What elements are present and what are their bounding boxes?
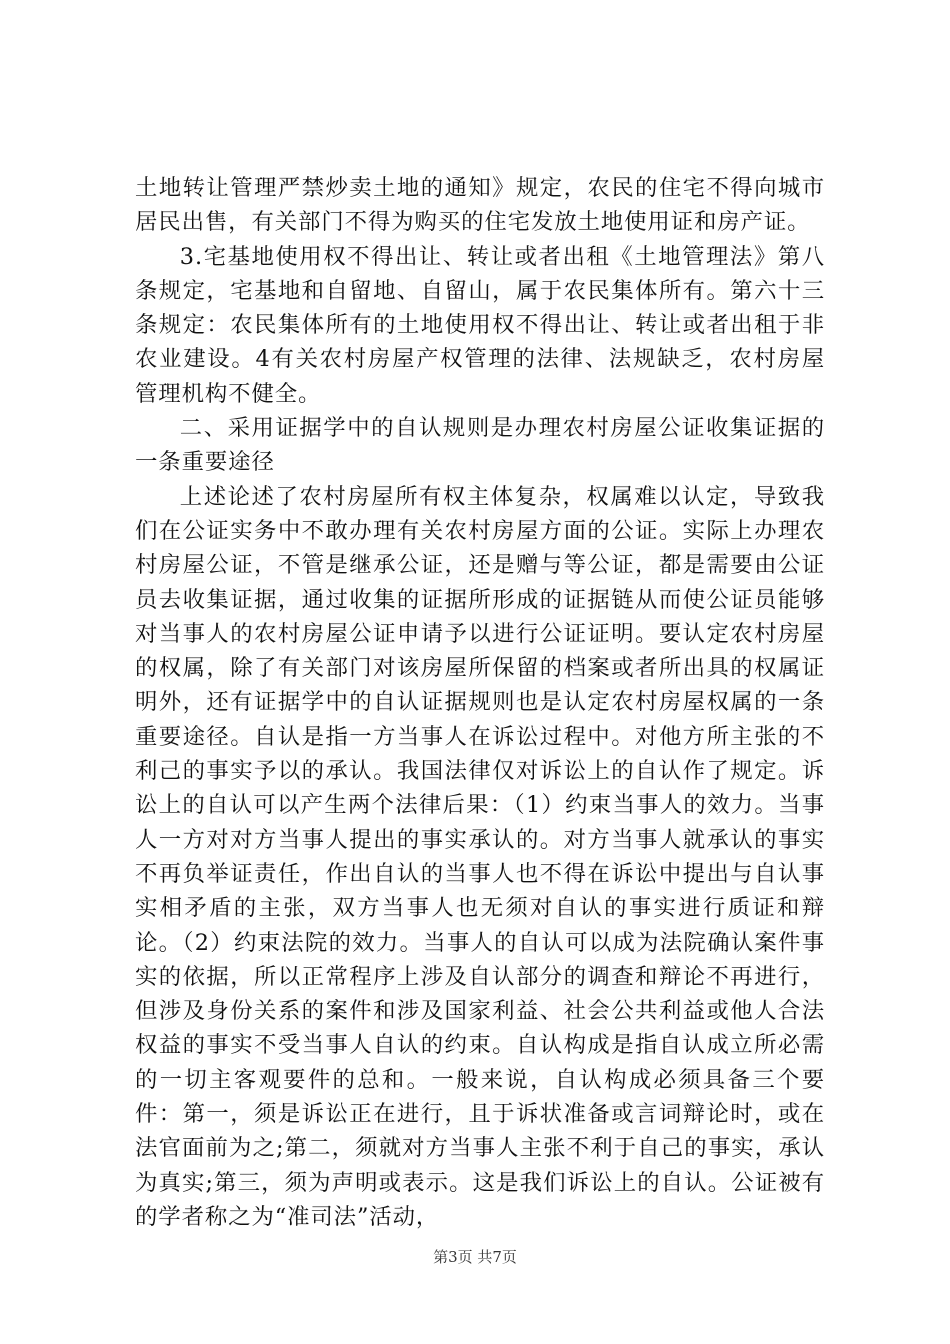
document-body	[135, 171, 825, 1234]
section-heading: 二、采用证据学中的自认规则是办理农村房屋公证收集证据的一条重要途径	[135, 415, 825, 476]
paragraph: 土地转让管理严禁炒卖土地的通知》规定，农民的住宅不得向城市居民出售，有关部门不得为购买的住宅发放土地使用证和房产证。	[135, 175, 825, 236]
page-number-footer: 第3页 共7页	[433, 1248, 517, 1266]
paragraph: 3.宅基地使用权不得出让、转让或者出租《土地管理法》第八条规定，宅基地和自留地、自留山，属于农民集体所有。第六十三条规定：农民集体所有的土地使用权不得出让、转让或者出租于非农业建设。4有关农村房屋产权管理的法律、法规缺乏，农村房屋管理机构不健全。	[135, 243, 825, 407]
paragraph: 上述论述了农村房屋所有权主体复杂，权属难以认定，导致我们在公证实务中不敢办理有关农村房屋方面的公证。实际上办理农村房屋公证，不管是继承公证，还是赠与等公证，都是需要由公证员去收集证据，通过收集的证据所形成的证据链从而使公证员能够对当事人的农村房屋公证申请予以进行公证证明。要认定农村房屋的权属，除了有关部门对该房屋所保留的档案或者所出具的权属证明外，还有证据学中的自认证据规则也是认定农村房屋权属的一条重要途径。自认是指一方当事人在诉讼过程中。对他方所主张的不利己的事实予以的承认。我国法律仅对诉讼上的自认作了规定。诉讼上的自认可以产生两个法律后果：（1）约束当事人的效力。当事人一方对对方当事人提出的事实承认的。对方当事人就承认的事实不再负举证责任，作出自认的当事人也不得在诉讼中提出与自认事实相矛盾的主张，双方当事人也无须对自认的事实进行质证和辩论。（2）约束法院的效力。当事人的自认可以成为法院确认案件事实的依据，所以正常程序上涉及自认部分的调查和辩论不再进行，但涉及身份关系的案件和涉及国家利益、社会公共利益或他人合法权益的事实不受当事人自认的约束。自认构成是指自认成立所必需的一切主客观要件的总和。一般来说，自认构成必须具备三个要件：第一，须是诉讼正在进行，且于诉状准备或言词辩论时，或在法官面前为之;第二，须就对方当事人主张不利于自己的事实，承认为真实;第三，须为声明或表示。这是我们诉讼上的自认。公证被有的学者称之为“准司法”活动，	[135, 483, 825, 1230]
